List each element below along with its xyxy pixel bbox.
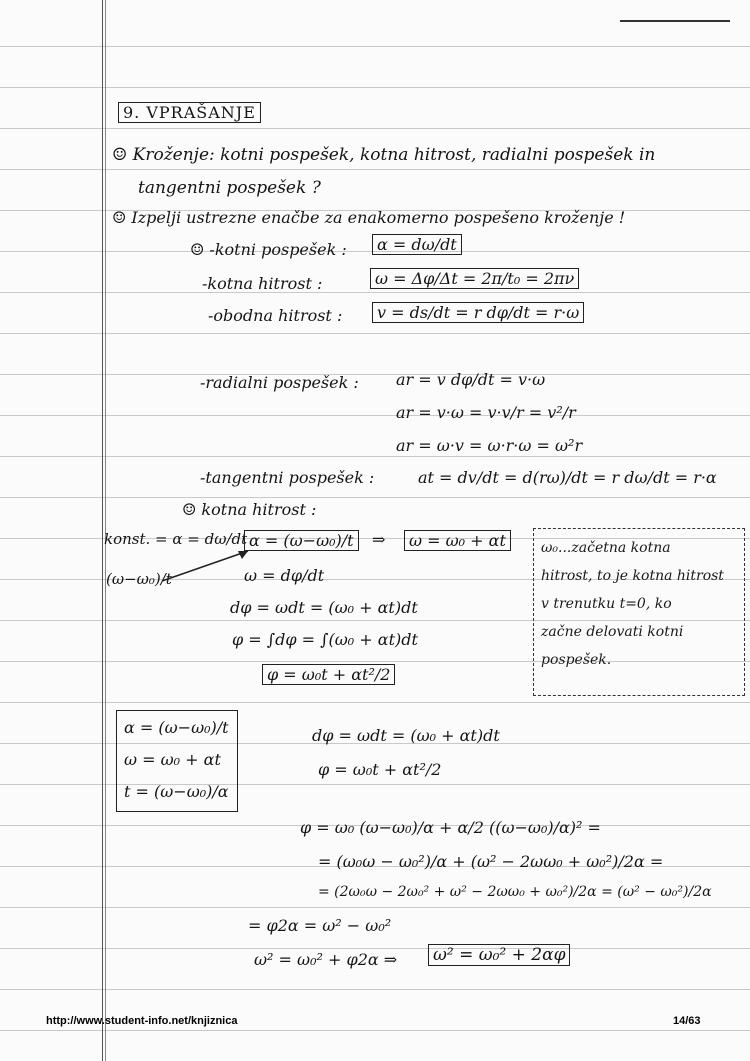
phi-result: φ = ω₀t + αt²/2: [262, 664, 395, 685]
note-line: začne delovati kotni: [541, 624, 684, 640]
radial-accel-formula-c: ar = ω·v = ω·r·ω = ω²r: [396, 436, 583, 455]
final-identity: = φ2α = ω² − ω₀²: [248, 916, 392, 935]
paren-fraction: (ω−ω₀)/t: [106, 570, 172, 588]
omega-definition: ω = dφ/dt: [244, 566, 325, 585]
question-line-1b: tangentni pospešek ?: [138, 178, 321, 198]
tangential-accel-formula: at = dv/dt = d(rω)/dt = r dω/dt = r·α: [418, 468, 717, 487]
summary-omega: ω = ω₀ + αt: [124, 750, 221, 769]
angular-velocity-formula: ω = Δφ/Δt = 2π/t₀ = 2πν: [370, 268, 579, 289]
radial-accel-formula-b: ar = v·ω = v·v/r = v²/r: [396, 403, 576, 422]
angular-velocity-derivation-label: ☺ kotna hitrost :: [182, 500, 317, 519]
final-dphi: dφ = ωdt = (ω₀ + αt)dt: [312, 726, 500, 745]
note-line: ω₀...začetna kotna: [541, 540, 671, 556]
footer-page-number: 14/63: [673, 1015, 701, 1027]
omega-result: ω = ω₀ + αt: [404, 530, 511, 551]
note-line: v trenutku t=0, ko: [541, 596, 672, 612]
top-rule: [620, 20, 730, 22]
footer-url: http://www.student-info.net/knjiznica: [46, 1015, 238, 1027]
note-text: [541, 534, 741, 674]
final-substitution: φ = ω₀ (ω−ω₀)/α + α/2 ((ω−ω₀)/α)² =: [300, 818, 601, 837]
note-line: pospešek.: [541, 652, 612, 668]
tangential-velocity-formula: v = ds/dt = r dφ/dt = r·ω: [372, 302, 584, 323]
angular-accel-label: ☺ -kotni pospešek :: [190, 240, 347, 259]
summary-alpha: α = (ω−ω₀)/t: [124, 718, 229, 737]
angular-velocity-label: -kotna hitrost :: [202, 274, 323, 293]
note-line: hitrost, to je kotna hitrost: [541, 568, 724, 584]
final-expand: = (ω₀ω − ω₀²)/α + (ω² − 2ωω₀ + ω₀²)/2α =: [318, 852, 664, 871]
const-alpha: konst. = α = dω/dt: [104, 530, 248, 548]
radial-accel-formula-a: ar = v dφ/dt = v·ω: [396, 370, 546, 389]
question-heading: 9. VPRAŠANJE: [118, 102, 261, 123]
question-line-2: ☺ Izpelji ustrezne enačbe za enakomerno pospešeno kroženje !: [112, 208, 626, 227]
final-phi: φ = ω₀t + αt²/2: [318, 760, 442, 779]
phi-integral: φ = ∫dφ = ∫(ω₀ + αt)dt: [232, 630, 418, 649]
final-result: ω² = ω₀² + 2αφ: [428, 944, 570, 966]
final-rearrange: ω² = ω₀² + φ2α ⇒: [254, 950, 398, 969]
implies-arrow: ⇒: [372, 530, 386, 549]
question-line-1: ☺ Kroženje: kotni pospešek, kotna hitrost, radialni pospešek in: [112, 145, 656, 165]
tangential-accel-label: -tangentni pospešek :: [200, 468, 375, 487]
radial-accel-label: -radialni pospešek :: [200, 373, 359, 392]
angular-accel-formula: α = dω/dt: [372, 234, 462, 255]
tangential-velocity-label: -obodna hitrost :: [208, 306, 343, 325]
final-simplify: = (2ω₀ω − 2ω₀² + ω² − 2ωω₀ + ω₀²)/2α = (ω² − ω₀²)/2α: [318, 884, 712, 900]
summary-time: t = (ω−ω₀)/α: [124, 782, 229, 801]
dphi-equation: dφ = ωdt = (ω₀ + αt)dt: [230, 598, 418, 617]
alpha-definition: α = (ω−ω₀)/t: [244, 530, 359, 551]
arrow-icon: [160, 545, 260, 585]
margin-line: [102, 0, 103, 1061]
